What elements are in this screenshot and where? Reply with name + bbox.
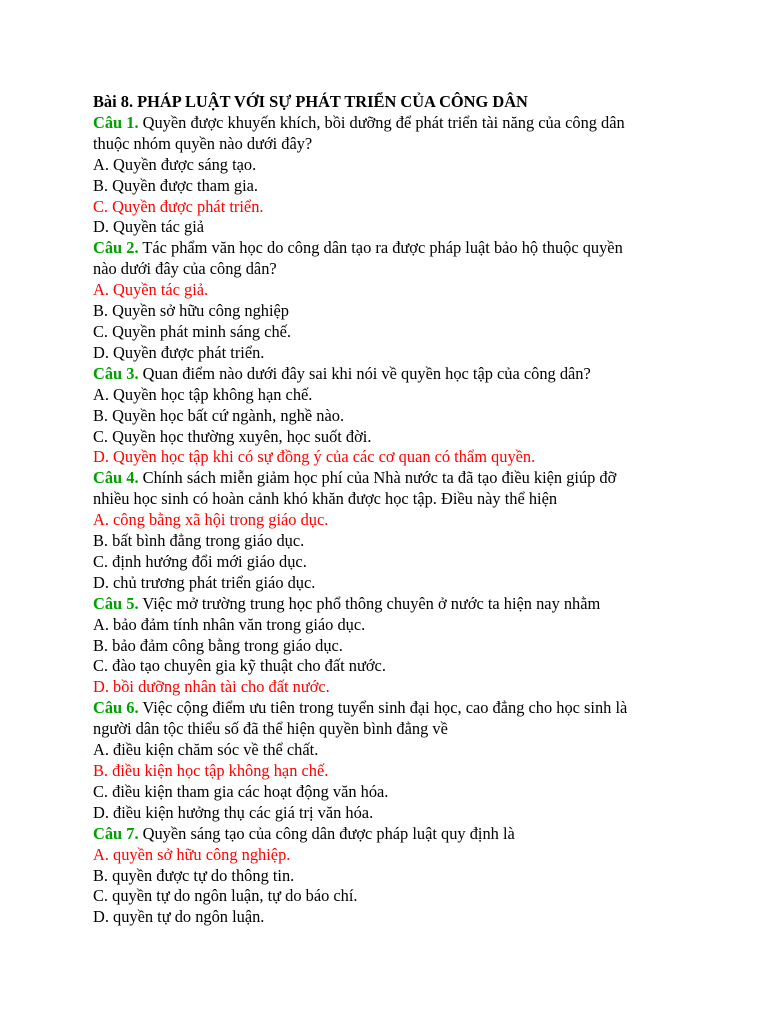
- question-label: Câu 3.: [93, 363, 139, 383]
- answer-option: D. điều kiện hưởng thụ các giá trị văn hóa.: [93, 802, 374, 822]
- question-text: Chính sách miễn giảm học phí của Nhà nước ta đã tạo điều kiện giúp đỡ: [138, 468, 617, 488]
- answer-option-correct: A. quyền sở hữu công nghiệp.: [93, 844, 291, 864]
- question-block: [93, 824, 713, 929]
- question-label: Câu 5.: [93, 593, 139, 613]
- answer-option-correct: A. Quyền tác giả.: [93, 280, 209, 300]
- question-text: Quyền được khuyến khích, bồi dưỡng để phát triển tài năng của công dân: [138, 112, 625, 132]
- answer-option: B. bất bình đẳng trong giáo dục.: [93, 531, 305, 551]
- question-text-line: [93, 364, 713, 385]
- question-block: [93, 468, 713, 593]
- question-text-line: [93, 489, 713, 510]
- answer-option: D. Quyền tác giả: [93, 217, 205, 237]
- answer-option: B. bảo đảm công bằng trong giáo dục.: [93, 635, 343, 655]
- answer-option-correct: D. Quyền học tập khi có sự đồng ý của các cơ quan có thẩm quyền.: [93, 447, 536, 467]
- question-text-line: [93, 259, 713, 280]
- question-block: [93, 364, 713, 469]
- question-block: [93, 594, 713, 699]
- answer-option: C. Quyền phát minh sáng chế.: [93, 321, 292, 341]
- question-label: Câu 2.: [93, 238, 139, 258]
- question-text-line: [93, 594, 713, 615]
- question-text-line: [93, 698, 713, 719]
- answer-option: C. định hướng đổi mới giáo dục.: [93, 551, 307, 571]
- answer-option-correct: D. bồi dưỡng nhân tài cho đất nước.: [93, 677, 330, 697]
- answer-option: D. quyền tự do ngôn luận.: [93, 907, 265, 927]
- question-text: nào dưới đây của công dân?: [93, 259, 277, 279]
- answer-option: C. Quyền học thường xuyên, học suốt đời.: [93, 426, 372, 446]
- answer-option: A. điều kiện chăm sóc về thể chất.: [93, 740, 319, 760]
- question-text-line: [93, 824, 713, 845]
- question-text: Việc cộng điểm ưu tiên trong tuyển sinh đại học, cao đẳng cho học sinh là: [138, 698, 628, 718]
- page-title: Bài 8. PHÁP LUẬT VỚI SỰ PHÁT TRIỂN CỦA CÔNG DÂN: [93, 92, 528, 111]
- question-text-line: [93, 238, 713, 259]
- question-text: người dân tộc thiểu số đã thể hiện quyền bình đẳng về: [93, 719, 448, 739]
- answer-option-correct: A. công bằng xã hội trong giáo dục.: [93, 510, 329, 530]
- answer-option: A. bảo đảm tính nhân văn trong giáo dục.: [93, 614, 366, 634]
- question-text: Việc mở trường trung học phổ thông chuyên ở nước ta hiện nay nhằm: [138, 593, 601, 613]
- question-text: Quyền sáng tạo của công dân được pháp luật quy định là: [138, 823, 515, 843]
- answer-option: C. quyền tự do ngôn luận, tự do báo chí.: [93, 886, 358, 906]
- answer-option: D. chủ trương phát triển giáo dục.: [93, 572, 316, 592]
- question-text: nhiều học sinh có hoàn cảnh khó khăn được học tập. Điều này thể hiện: [93, 489, 558, 509]
- question-text: Tác phẩm văn học do công dân tạo ra được pháp luật bảo hộ thuộc quyền: [138, 238, 623, 258]
- answer-option: B. Quyền sở hữu công nghiệp: [93, 301, 290, 321]
- answer-option: D. Quyền được phát triển.: [93, 342, 265, 362]
- answer-option: B. Quyền học bất cứ ngành, nghề nào.: [93, 405, 345, 425]
- document-content: [93, 92, 713, 928]
- question-label: Câu 4.: [93, 468, 139, 488]
- question-block: [93, 238, 713, 363]
- question-text-line: [93, 719, 713, 740]
- question-block: [93, 698, 713, 823]
- question-text-line: [93, 468, 713, 489]
- question-text-line: [93, 113, 713, 134]
- question-label: Câu 1.: [93, 112, 139, 132]
- answer-option-correct: B. điều kiện học tập không hạn chế.: [93, 761, 329, 780]
- question-label: Câu 7.: [93, 823, 139, 843]
- question-text: Quan điểm nào dưới đây sai khi nói về quyền học tập của công dân?: [138, 363, 591, 383]
- answer-option: B. quyền được tự do thông tin.: [93, 865, 295, 885]
- answer-option: C. đào tạo chuyên gia kỹ thuật cho đất nước.: [93, 656, 386, 676]
- question-text-line: [93, 134, 713, 155]
- answer-option: B. Quyền được tham gia.: [93, 175, 259, 195]
- question-label: Câu 6.: [93, 698, 139, 718]
- question-list: [93, 113, 713, 928]
- answer-option: A. Quyền được sáng tạo.: [93, 154, 257, 174]
- question-block: [93, 113, 713, 238]
- answer-option-correct: C. Quyền được phát triển.: [93, 196, 264, 216]
- answer-option: A. Quyền học tập không hạn chế.: [93, 384, 313, 404]
- question-text: thuộc nhóm quyền nào dưới đây?: [93, 133, 313, 153]
- answer-option: C. điều kiện tham gia các hoạt động văn hóa.: [93, 781, 389, 801]
